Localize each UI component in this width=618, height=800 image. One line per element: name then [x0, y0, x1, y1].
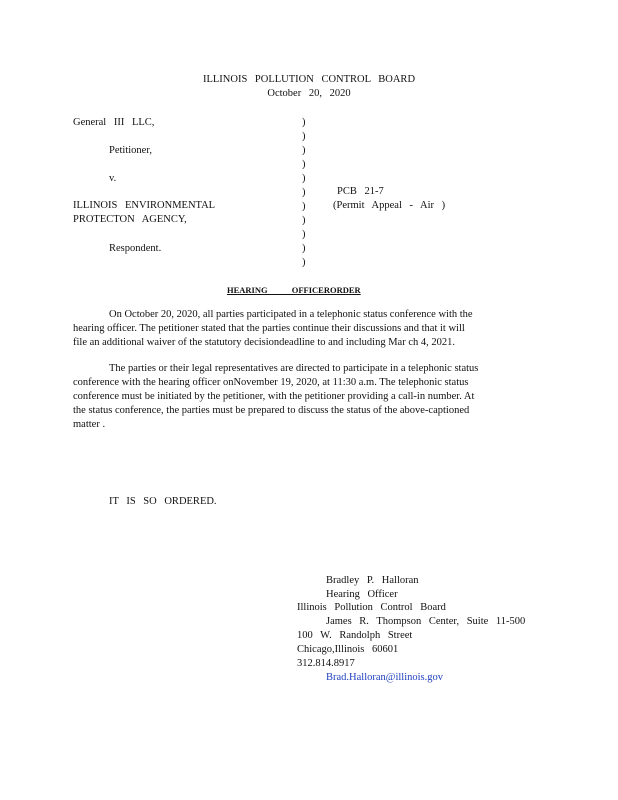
paragraph-line: matter . [73, 419, 106, 430]
paragraph-line: the status conference, the parties must be prepared to discuss the status of the above-captioned [73, 405, 470, 416]
closing-statement: IT IS SO ORDERED. [109, 496, 217, 507]
versus-label: v. [109, 173, 117, 184]
order-date: October 20, 2020 [267, 88, 351, 99]
respondent-name-line1: ILLINOIS ENVIRONMENTAL [73, 200, 216, 211]
paragraph-line: hearing officer. The petitioner stated that the parties continue their discussions and that it will [73, 323, 465, 334]
case-type: (Permit Appeal - Air ) [333, 200, 446, 211]
signer-city: Chicago,Illinois 60601 [297, 644, 399, 655]
board-title: ILLINOIS POLLUTION CONTROL BOARD [202, 74, 416, 85]
signer-board: Illinois Pollution Control Board [297, 602, 446, 613]
respondent-name-line2: PROTECTON AGENCY, [73, 214, 187, 225]
paragraph-line: conference with the hearing officer onNovember 19, 2020, at 11:30 a.m. The telephonic status [73, 377, 469, 388]
order-title: HEARING OFFICERORDER [227, 285, 361, 295]
paragraph-line: conference must be initiated by the petitioner, with the petitioner providing a call-in number. At [73, 391, 475, 402]
respondent-role: Respondent. [109, 243, 162, 254]
paragraph-line: The parties or their legal representatives are directed to participate in a telephonic status [109, 363, 479, 374]
signer-name: Bradley P. Halloran [326, 575, 419, 586]
signer-phone: 312.814.8917 [297, 658, 355, 669]
signer-email-link[interactable]: Brad.Halloran@illinois.gov [326, 672, 443, 683]
caption-parentheses: ) ) ) ) ) ) ) ) ) ) ) [302, 117, 306, 268]
signer-building: James R. Thompson Center, Suite 11-500 [326, 616, 526, 627]
paragraph-line: file an additional waiver of the statutory decisiondeadline to and including Mar ch 4, 2021. [73, 337, 455, 348]
signer-title: Hearing Officer [326, 589, 398, 600]
paragraph-2 [73, 362, 525, 432]
case-number: PCB 21-7 [337, 186, 384, 197]
paragraph-line: On October 20, 2020, all parties participated in a telephonic status conference with the [109, 309, 473, 320]
petitioner-name: General III LLC, [73, 117, 155, 128]
signer-street: 100 W. Randolph Street [297, 630, 413, 641]
paragraph-1 [73, 308, 525, 350]
petitioner-role: Petitioner, [109, 145, 153, 156]
